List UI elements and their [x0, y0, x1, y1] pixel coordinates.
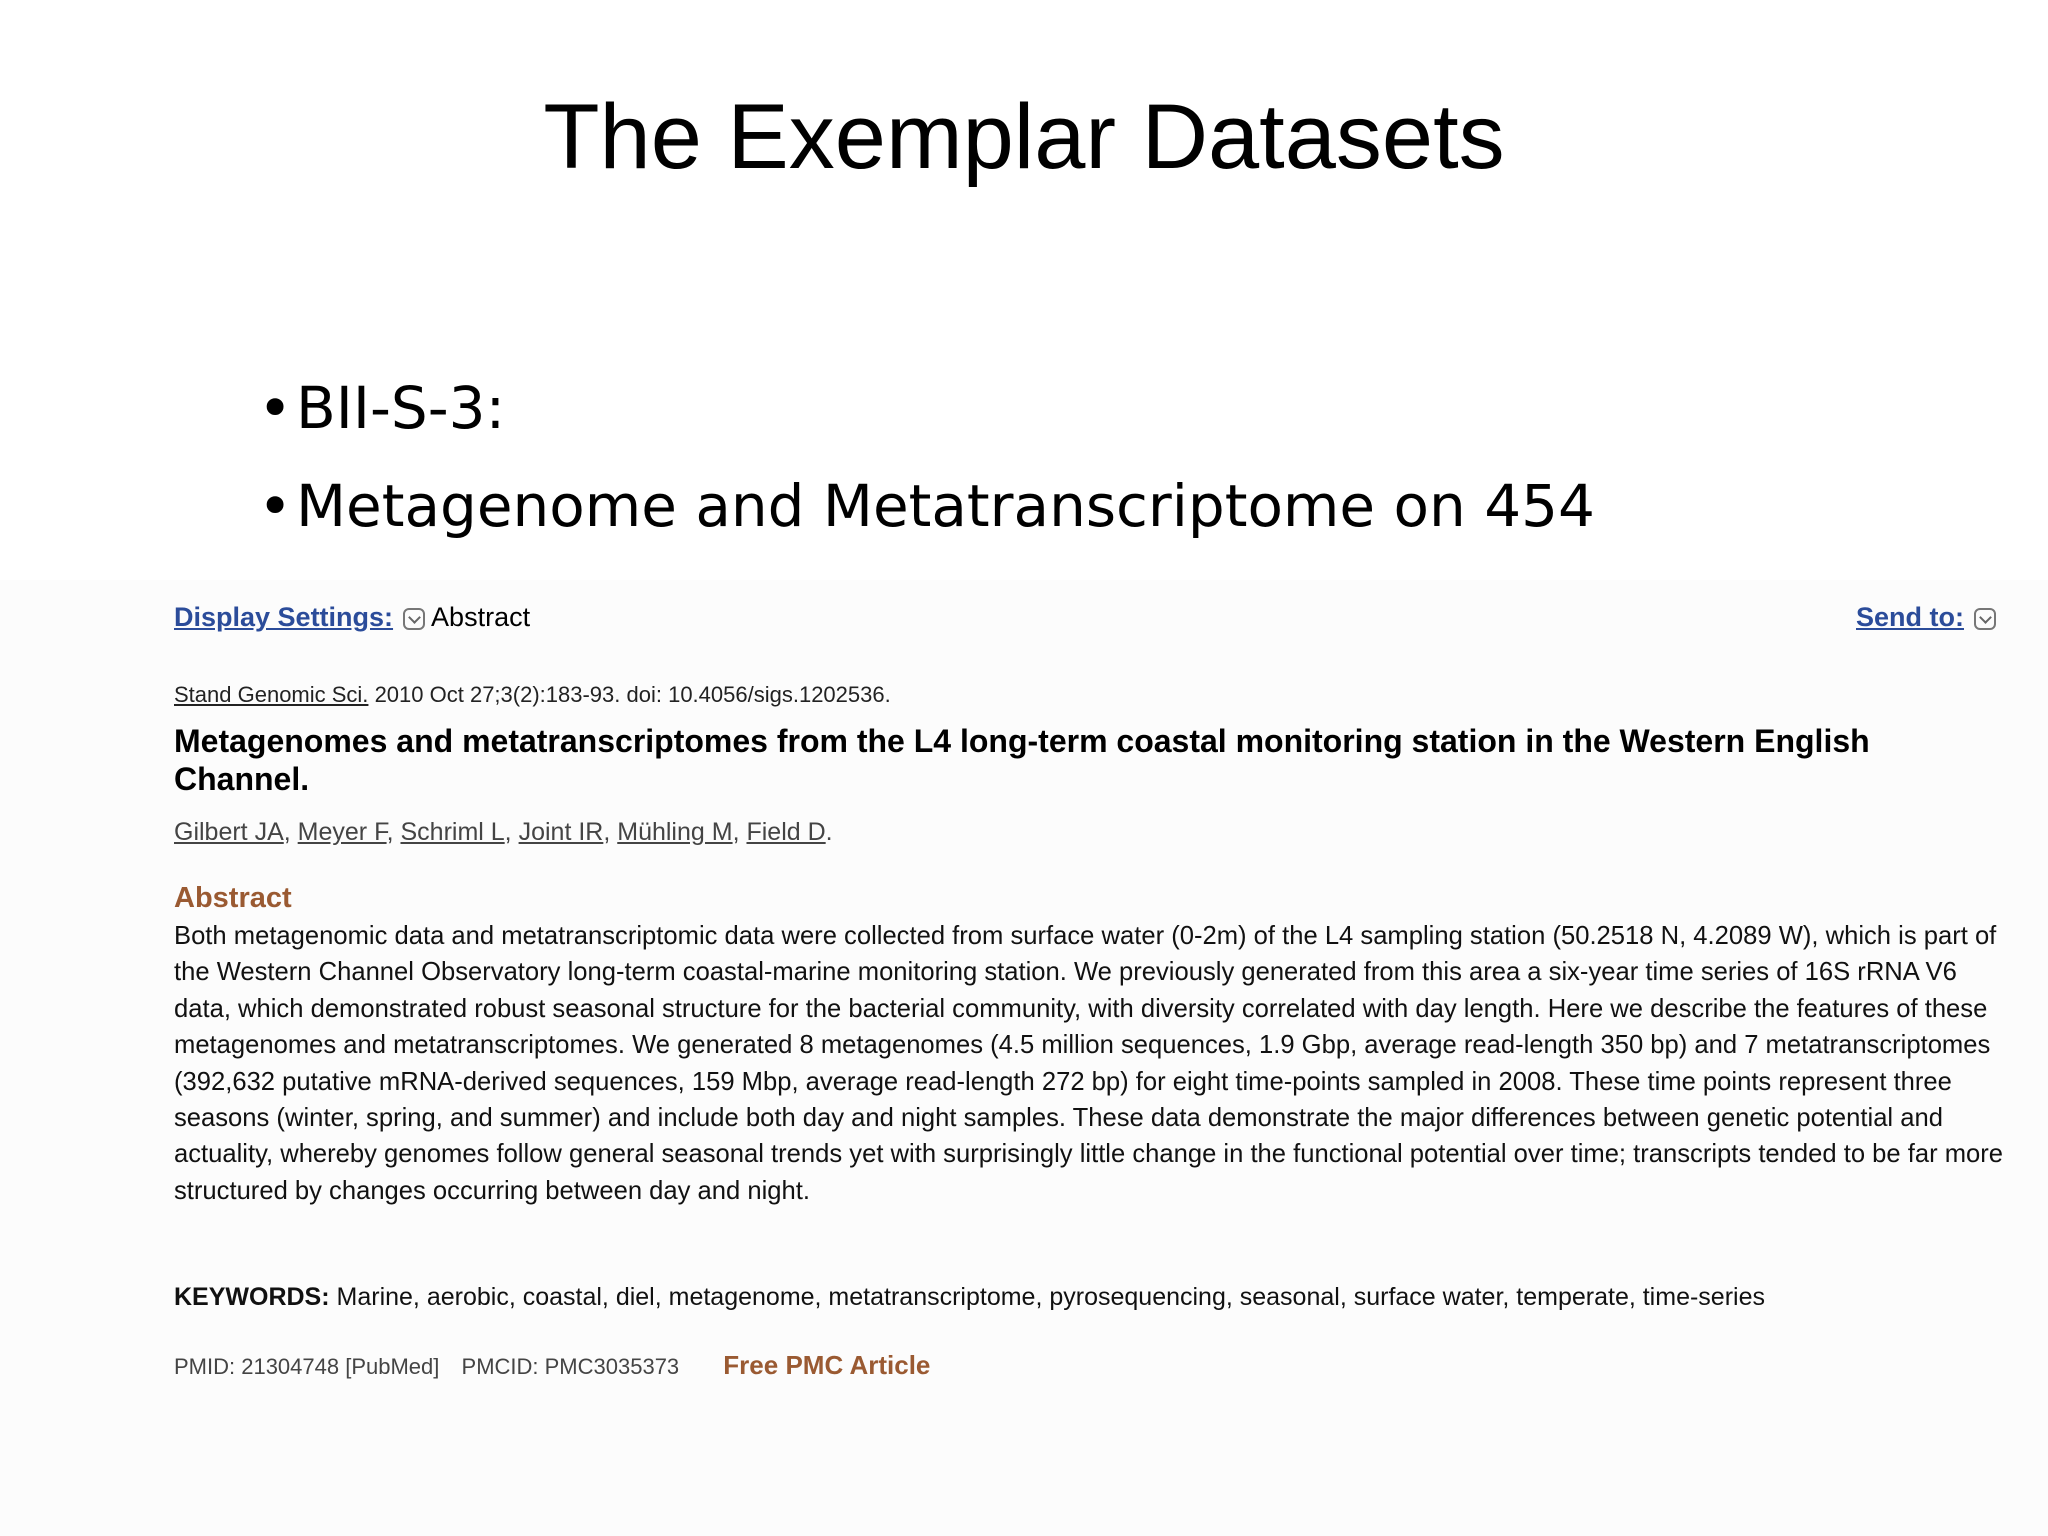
author-link[interactable]: Meyer F	[297, 818, 387, 846]
keywords	[174, 1283, 1765, 1312]
display-settings-value: Abstract	[431, 602, 531, 632]
author-end: .	[825, 818, 833, 846]
pubmed-screenshot	[0, 580, 2048, 1536]
bullet-item	[258, 372, 1595, 470]
keywords-label: KEYWORDS:	[174, 1283, 330, 1311]
bullet-marker: •	[258, 472, 293, 540]
abstract-text: Both metagenomic data and metatranscriptomic data were collected from surface water (0-2m) of the L4 sampling station (50.2518 N, 4.2089 W), which is part of the Western Channel Observatory long-term coastal-marine monitoring station. We previously generated from this area a six-year time series of 16S rRNA V6 data, which demonstrated robust seasonal structure for the bacterial community, with diversity correlated with day length. Here we describe the features of these metagenomes and metatranscriptomes. We generated 8 metagenomes (4.5 million sequences, 1.9 Gbp, average read-length 350 bp) and 7 metatranscriptomes (392,632 putative mRNA-derived sequences, 159 Mbp, average read-length 272 bp) for eight time-points sampled in 2008. These time points represent three seasons (winter, spring, and summer) and include both day and night samples. These data demonstrate the major differences between genetic potential and actuality, whereby genomes follow general seasonal trends yet with surprisingly little change in the functional potential over time; transcripts tended to be far more structured by changes occurring between day and night.	[174, 922, 2004, 1205]
author-link[interactable]: Gilbert JA	[174, 818, 284, 846]
pmid: PMID: 21304748 [PubMed]	[174, 1354, 440, 1379]
author-separator: ,	[504, 818, 519, 846]
keywords-list: Marine, aerobic, coastal, diel, metagenome, metatranscriptome, pyrosequencing, seasonal, surface water, temperate, time-series	[336, 1283, 1765, 1311]
pmcid: PMCID: PMC3035373	[461, 1354, 680, 1379]
author-separator: ,	[603, 818, 618, 846]
author-link[interactable]: Field D	[746, 818, 826, 846]
send-to	[1856, 602, 2002, 633]
bullet-text: Metagenome and Metatranscriptome on 454	[296, 472, 1595, 540]
author-link[interactable]: Mühling M	[617, 818, 733, 846]
author-separator: ,	[732, 818, 747, 846]
author-separator: ,	[386, 818, 401, 846]
chevron-down-icon[interactable]	[403, 608, 425, 630]
bullet-marker: •	[258, 374, 293, 442]
author-separator: ,	[283, 818, 298, 846]
identifiers	[174, 1350, 946, 1381]
free-pmc-article-link[interactable]: Free PMC Article	[723, 1350, 931, 1380]
author-link[interactable]: Schriml L	[400, 818, 505, 846]
bullet-list	[258, 372, 1595, 568]
journal-link[interactable]: Stand Genomic Sci.	[174, 682, 369, 707]
display-settings-bar	[174, 602, 2002, 638]
citation	[174, 682, 891, 708]
citation-details: 2010 Oct 27;3(2):183-93. doi: 10.4056/sigs.1202536.	[374, 682, 891, 707]
author-link[interactable]: Joint IR	[518, 818, 604, 846]
bullet-item	[258, 470, 1595, 568]
abstract-heading: Abstract	[174, 882, 292, 914]
bullet-text: BII-S-3:	[296, 374, 506, 442]
send-to-link[interactable]: Send to:	[1856, 602, 1964, 632]
chevron-down-icon[interactable]	[1974, 608, 1996, 630]
display-settings-link[interactable]: Display Settings:	[174, 602, 394, 632]
author-list	[174, 818, 833, 847]
article-title: Metagenomes and metatranscriptomes from the L4 long-term coastal monitoring station in the Western English Channel.	[174, 723, 1870, 797]
slide-title: The Exemplar Datasets	[543, 86, 1505, 188]
